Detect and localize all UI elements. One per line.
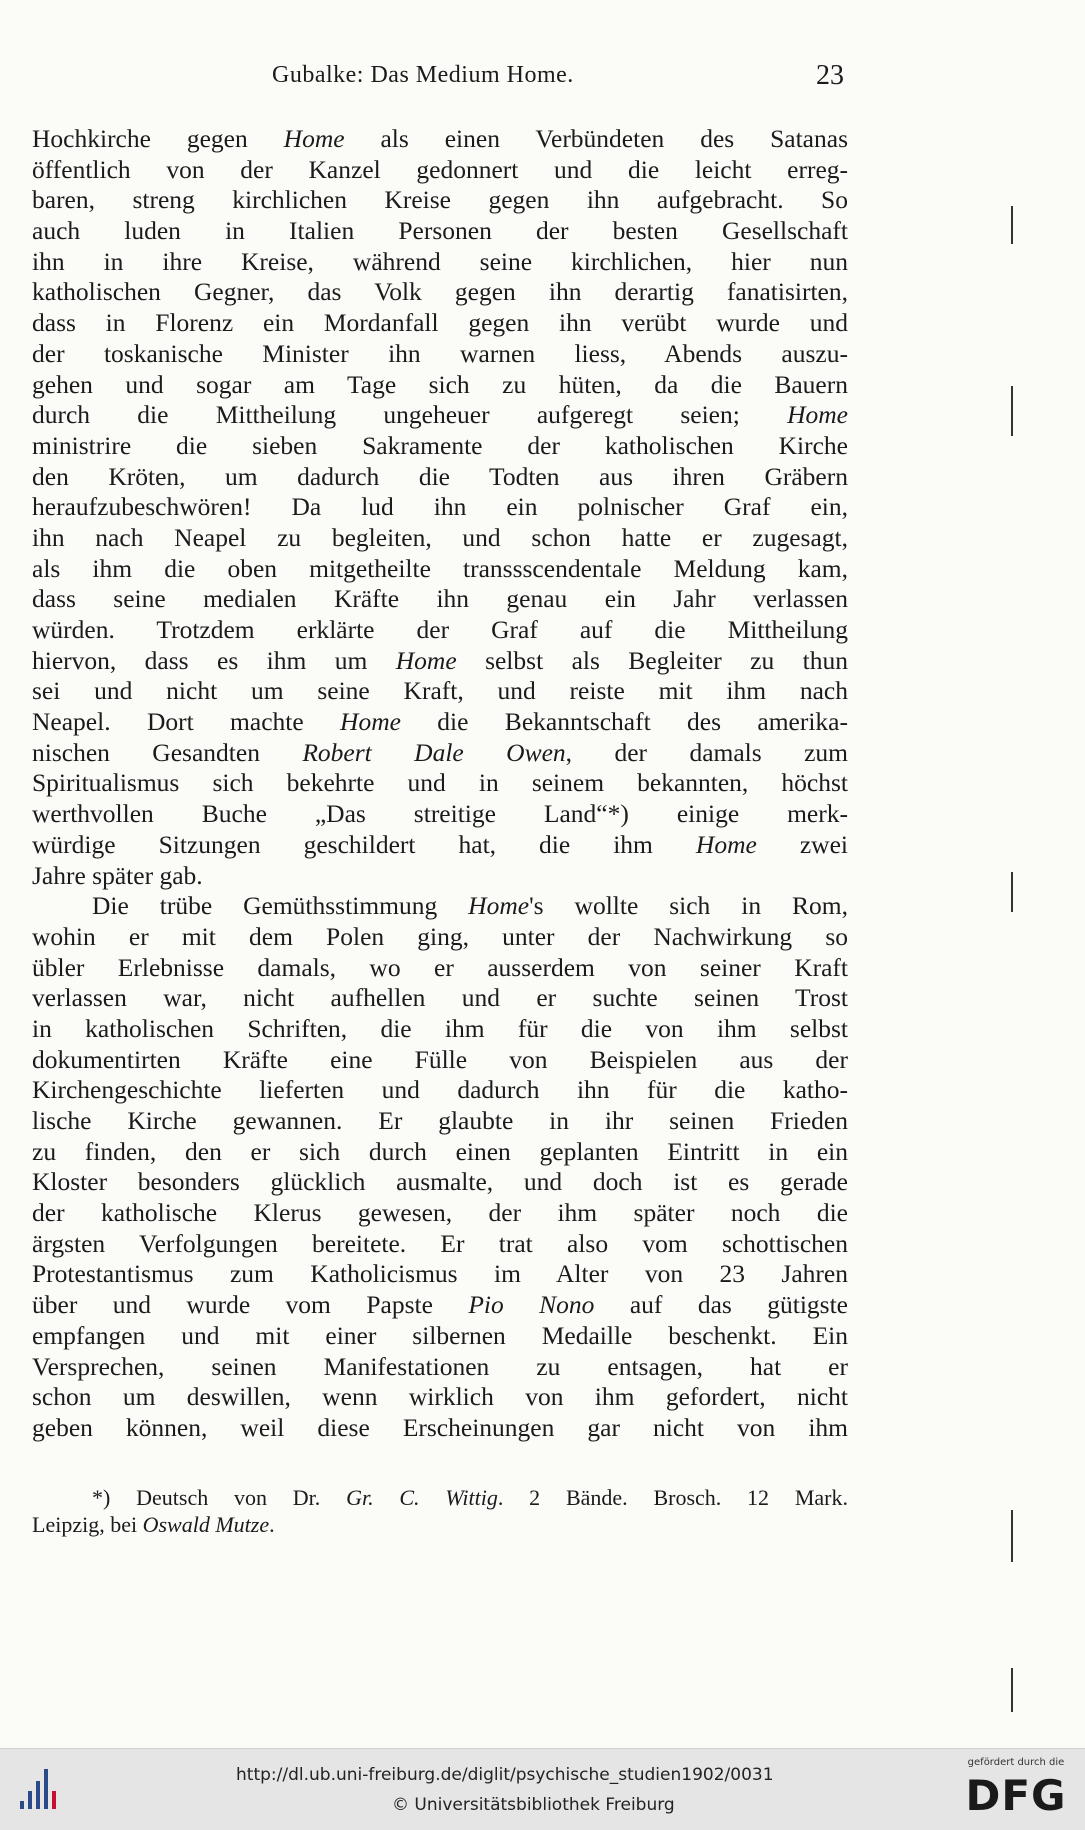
text-line: Kloster besonders glücklich ausmalte, und doch ist es gerade [32,1167,848,1197]
text-line: den Kröten, um dadurch die Todten aus ihren Gräbern [32,461,848,491]
text-line: übler Erlebnisse damals, wo er ausserdem von seiner Kraft [32,952,848,982]
text-line: würdige Sitzungen geschildert hat, die ihm Home zwei [32,829,848,859]
margin-mark [1011,1510,1013,1562]
text-line: Hochkirche gegen Home als einen Verbündeten des Satanas [32,124,848,153]
text-line: ärgsten Verfolgungen bereitete. Er trat also vom schottischen [32,1228,848,1258]
text-line: baren, streng kirchlichen Kreise gegen ihn aufgebracht. So [32,185,848,215]
dfg-caption: gefördert durch die [967,1757,1065,1768]
text-line: dokumentirten Kräfte eine Fülle von Beispielen aus der [32,1044,848,1074]
text-line: über und wurde vom Papste Pio Nono auf das gütigste [32,1290,848,1320]
text-line: dass in Florenz ein Mordanfall gegen ihn verübt wurde und [32,308,848,338]
text-line: der katholische Klerus gewesen, der ihm später noch die [32,1198,848,1228]
text-line: würden. Trotzdem erklärte der Graf auf die Mittheilung [32,615,848,644]
dfg-logo [960,1757,1072,1825]
text-line: durch die Mittheilung ungeheuer aufgeregt seien; Home [32,400,848,430]
text-line: nischen Gesandten Robert Dale Owen, der damals zum [32,737,848,767]
text-line: Neapel. Dort machte Home die Bekanntschaft des amerika- [32,707,848,737]
running-title: Gubalke: Das Medium Home. [272,62,574,88]
margin-mark [1011,1668,1013,1712]
body-text [32,124,848,1444]
footnote-line: *) Deutsch von Dr. Gr. C. Wittig. 2 Bände. Brosch. 12 Mark. [92,1485,848,1510]
text-line: in katholischen Schriften, die ihm für die von ihm selbst [32,1013,848,1043]
text-line: lische Kirche gewannen. Er glaubte in ihr seinen Frieden [32,1106,848,1135]
footnote-line: Leipzig, bei Oswald Mutze. [32,1512,275,1537]
text-line: empfangen und mit einer silbernen Medaille beschenkt. Ein [32,1320,848,1350]
text-line: zu finden, den er sich durch einen geplanten Eintritt in ein [32,1136,848,1166]
page-number: 23 [816,60,844,91]
margin-mark [1011,386,1013,436]
copyright-notice: © Universitätsbibliothek Freiburg [392,1795,675,1815]
footer-bar [0,1748,1085,1830]
text-line: auch luden in Italien Personen der besten Gesellschaft [32,216,848,246]
text-line: dass seine medialen Kräfte ihn genau ein Jahr verlassen [32,584,848,614]
text-line: wohin er mit dem Polen ging, unter der Nachwirkung so [32,921,848,951]
margin-mark [1011,872,1013,912]
text-line: werthvollen Buche „Das streitige Land“*) einige merk- [32,799,848,829]
text-line: katholischen Gegner, das Volk gegen ihn derartig fanatisirten, [32,277,848,307]
text-line: öffentlich von der Kanzel gedonnert und die leicht erreg- [32,154,848,184]
text-line: der toskanische Minister ihn warnen liess, Abends auszu- [32,338,848,368]
text-line: schon um deswillen, wenn wirklich von ihm gefordert, nicht [32,1382,848,1412]
text-line: verlassen war, nicht aufhellen und er suchte seinen Trost [32,983,848,1013]
text-line: sei und nicht um seine Kraft, und reiste mit ihm nach [32,676,848,706]
margin-mark [1011,206,1013,244]
library-logo-icon [14,1761,74,1821]
text-line: ministrire die sieben Sakramente der katholischen Kirche [32,430,848,460]
text-line: Versprechen, seinen Manifestationen zu entsagen, hat er [32,1351,848,1381]
text-line: als ihm die oben mitgetheilte transsscendentale Meldung kam, [32,553,848,583]
document-url-link[interactable]: http://dl.ub.uni-freiburg.de/diglit/psychische_studien1902/0031 [236,1765,774,1785]
text-line: Die trübe Gemüthsstimmung Home's wollte sich in Rom, [92,891,848,921]
text-line: Kirchengeschichte lieferten und dadurch ihn für die katho- [32,1075,848,1105]
text-line: Protestantismus zum Katholicismus im Alter von 23 Jahren [32,1259,848,1289]
running-head [0,60,1085,96]
text-line: ihn nach Neapel zu begleiten, und schon hatte er zugesagt, [32,522,848,552]
text-line: hiervon, dass es ihm um Home selbst als Begleiter zu thun [32,645,848,675]
footnote [32,1484,848,1538]
text-line: heraufzubeschwören! Da lud ihn ein polnischer Graf ein, [32,492,848,522]
dfg-logo-icon: DFG [965,1771,1067,1820]
text-line: gehen und sogar am Tage sich zu hüten, da die Bauern [32,369,848,399]
text-line: Spiritualismus sich bekehrte und in seinem bekannten, höchst [32,768,848,798]
text-line: Jahre später gab. [32,860,203,890]
text-line: ihn in ihre Kreise, während seine kirchlichen, hier nun [32,246,848,276]
text-line: geben können, weil diese Erscheinungen gar nicht von ihm [32,1412,848,1442]
